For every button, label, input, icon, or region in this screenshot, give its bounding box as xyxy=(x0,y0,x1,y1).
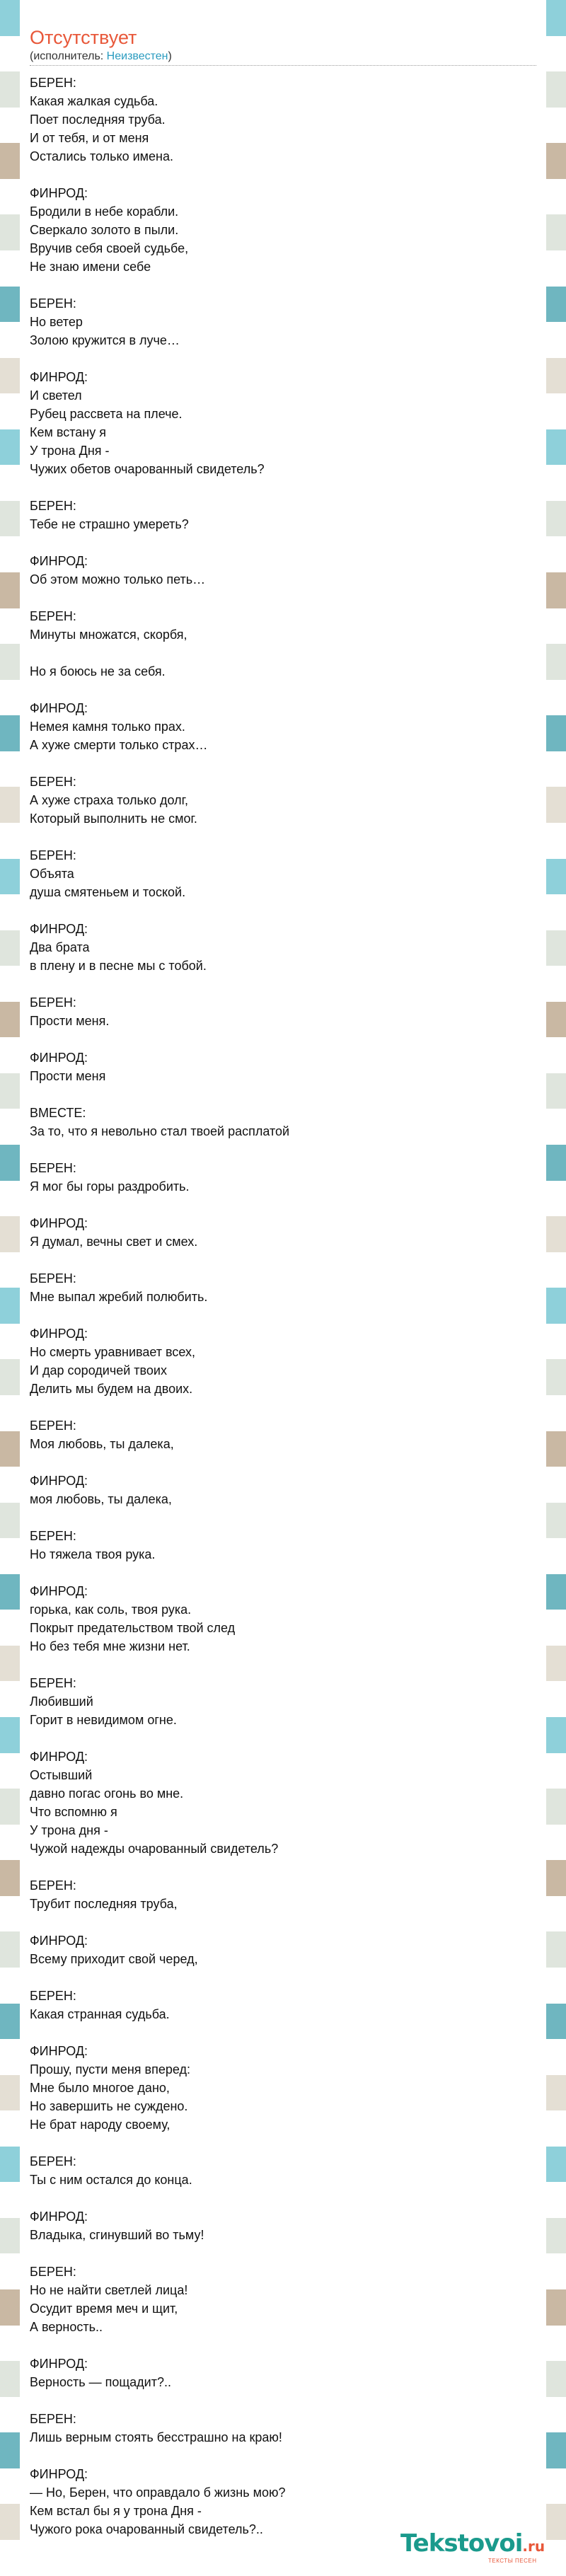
lyric-line: душа смятеньем и тоской. xyxy=(30,885,186,899)
lyric-line: ФИНРОД: xyxy=(30,554,88,568)
lyric-stanza xyxy=(30,1214,536,1251)
lyric-stanza xyxy=(30,74,536,166)
lyric-line: И дар сородичей твоих xyxy=(30,1363,167,1377)
song-subtitle xyxy=(30,50,172,64)
lyric-stanza xyxy=(30,662,536,681)
lyric-line: Мне было многое дано, xyxy=(30,2081,170,2095)
lyric-stanza xyxy=(30,294,536,350)
lyric-line: БЕРЕН: xyxy=(30,1271,76,1286)
lyric-line: Золою кружится в луче… xyxy=(30,333,180,347)
lyric-line: Горит в невидимом огне. xyxy=(30,1713,177,1727)
lyric-line: БЕРЕН: xyxy=(30,499,76,513)
lyric-line: У трона Дня - xyxy=(30,444,110,458)
lyric-stanza xyxy=(30,699,536,754)
lyric-line: И светел xyxy=(30,388,82,403)
lyric-line: в плену и в песне мы с тобой. xyxy=(30,959,207,973)
lyric-line: Вручив себя своей судьбе, xyxy=(30,241,189,255)
lyric-stanza xyxy=(30,1527,536,1564)
lyric-line: ФИНРОД: xyxy=(30,1051,88,1065)
lyric-stanza xyxy=(30,1324,536,1398)
artist-prefix: (исполнитель: xyxy=(30,50,107,62)
lyric-line: Остались только имена. xyxy=(30,149,174,163)
lyric-line: — Но, Берен, что оправдало б жизнь мою? xyxy=(30,2485,286,2500)
lyric-line: ФИНРОД: xyxy=(30,2210,88,2224)
lyric-stanza xyxy=(30,1748,536,1858)
lyric-line: ВМЕСТЕ: xyxy=(30,1106,86,1120)
lyric-line: Объята xyxy=(30,867,74,881)
lyric-line: ФИНРОД: xyxy=(30,1934,88,1948)
lyric-line: ФИНРОД: xyxy=(30,2044,88,2058)
lyric-line: ФИНРОД: xyxy=(30,1584,88,1598)
song-title: Отсутствует xyxy=(30,27,137,48)
lyric-line: БЕРЕН: xyxy=(30,995,76,1010)
lyric-line: БЕРЕН: xyxy=(30,775,76,789)
lyric-line: моя любовь, ты далека, xyxy=(30,1492,172,1506)
lyric-line: И от тебя, и от меня xyxy=(30,131,149,145)
lyric-line: Не знаю имени себе xyxy=(30,260,151,274)
lyric-stanza xyxy=(30,2042,536,2134)
lyric-stanza xyxy=(30,2263,536,2336)
lyric-line: БЕРЕН: xyxy=(30,296,76,311)
lyric-line: А хуже страха только долг, xyxy=(30,793,188,807)
lyric-line: БЕРЕН: xyxy=(30,2412,76,2426)
lyric-stanza xyxy=(30,1104,536,1140)
lyric-stanza xyxy=(30,1987,536,2023)
lyric-line: Лишь верным стоять бесстрашно на краю! xyxy=(30,2430,282,2444)
lyric-stanza xyxy=(30,1931,536,1968)
lyric-line: Не брат народу своему, xyxy=(30,2118,171,2132)
lyric-stanza xyxy=(30,773,536,828)
lyric-line: БЕРЕН: xyxy=(30,1419,76,1433)
lyric-line: давно погас огонь во мне. xyxy=(30,1786,184,1801)
lyric-line: ФИНРОД: xyxy=(30,370,88,384)
lyrics-text xyxy=(30,74,536,2557)
lyric-line: Чужого рока очарованный свидетель?.. xyxy=(30,2522,263,2536)
lyric-line: Минуты множатся, скорбя, xyxy=(30,628,187,642)
lyric-line: Но не найти светлей лица! xyxy=(30,2283,188,2297)
lyric-line: Любивший xyxy=(30,1694,93,1709)
lyric-line: У трона дня - xyxy=(30,1823,108,1837)
lyric-stanza xyxy=(30,1049,536,1085)
lyric-line: Сверкало золото в пыли. xyxy=(30,223,179,237)
lyric-line: Я мог бы горы раздробить. xyxy=(30,1179,190,1194)
lyric-line: Трубит последняя труба, xyxy=(30,1897,178,1911)
lyric-stanza xyxy=(30,368,536,478)
lyric-line: Покрыт предательством твой след xyxy=(30,1621,236,1635)
logo-tagline: ТЕКСТЫ ПЕСЕН xyxy=(488,2558,537,2564)
artist-link[interactable]: Неизвестен xyxy=(106,50,168,62)
logo-domain: .ru xyxy=(522,2538,545,2555)
lyric-line: БЕРЕН: xyxy=(30,848,76,862)
lyric-line: Остывший xyxy=(30,1768,93,1782)
lyric-line: Кем встал бы я у трона Дня - xyxy=(30,2504,202,2518)
lyric-stanza xyxy=(30,2207,536,2244)
lyric-line: Ты с ним остался до конца. xyxy=(30,2173,192,2187)
lyric-line: А хуже смерти только страх… xyxy=(30,738,208,752)
lyric-line: БЕРЕН: xyxy=(30,2154,76,2168)
lyric-line: Моя любовь, ты далека, xyxy=(30,1437,174,1451)
lyric-stanza xyxy=(30,993,536,1030)
lyric-line: Что вспомню я xyxy=(30,1805,117,1819)
lyric-line: За то, что я невольно стал твоей расплатой xyxy=(30,1124,290,1138)
lyric-line: Прости меня. xyxy=(30,1014,110,1028)
lyric-line: Но завершить не суждено. xyxy=(30,2099,188,2113)
lyric-line: Немея камня только прах. xyxy=(30,720,185,734)
lyric-line: Мне выпал жребий полюбить. xyxy=(30,1290,208,1304)
lyric-line: Чужих обетов очарованный свидетель? xyxy=(30,462,265,476)
lyric-stanza xyxy=(30,2465,536,2539)
lyric-line: Рубец рассвета на плече. xyxy=(30,407,183,421)
lyric-line: ФИНРОД: xyxy=(30,701,88,715)
lyric-line: горька, как соль, твоя рука. xyxy=(30,1602,192,1617)
lyric-line: БЕРЕН: xyxy=(30,76,76,90)
lyric-line: Но смерть уравнивает всех, xyxy=(30,1345,196,1359)
lyric-line: Но без тебя мне жизни нет. xyxy=(30,1639,190,1653)
lyric-line: Всему приходит свой черед, xyxy=(30,1952,198,1966)
lyric-line: ФИНРОД: xyxy=(30,1750,88,1764)
lyric-line: БЕРЕН: xyxy=(30,1878,76,1893)
lyric-line: ФИНРОД: xyxy=(30,186,88,200)
lyric-line: БЕРЕН: xyxy=(30,2265,76,2279)
lyric-line: БЕРЕН: xyxy=(30,1529,76,1543)
lyric-line: ФИНРОД: xyxy=(30,2357,88,2371)
lyric-stanza xyxy=(30,1159,536,1196)
lyric-line: Какая странная судьба. xyxy=(30,2007,170,2021)
lyric-stanza xyxy=(30,846,536,901)
lyric-stanza xyxy=(30,1269,536,1306)
lyric-stanza xyxy=(30,1416,536,1453)
lyric-line: БЕРЕН: xyxy=(30,609,76,623)
lyric-line: Тебе не страшно умереть? xyxy=(30,517,189,531)
lyric-line: Осудит время меч и щит, xyxy=(30,2301,178,2316)
lyric-line: Но ветер xyxy=(30,315,83,329)
lyric-stanza xyxy=(30,2410,536,2447)
lyric-line: ФИНРОД: xyxy=(30,1474,88,1488)
lyrics-page xyxy=(20,0,546,2575)
lyric-line: Владыка, сгинувший во тьму! xyxy=(30,2228,204,2242)
lyric-stanza xyxy=(30,1472,536,1508)
lyric-stanza xyxy=(30,2152,536,2189)
lyric-line: Прости меня xyxy=(30,1069,106,1083)
lyric-line: Прошу, пусти меня вперед: xyxy=(30,2062,190,2077)
lyric-line: Я думал, вечны свет и смех. xyxy=(30,1235,198,1249)
lyric-line: БЕРЕН: xyxy=(30,1989,76,2003)
lyric-line: ФИНРОД: xyxy=(30,922,88,936)
lyric-stanza xyxy=(30,1876,536,1913)
site-logo[interactable] xyxy=(400,2529,545,2564)
lyric-stanza xyxy=(30,1674,536,1729)
lyric-line: ФИНРОД: xyxy=(30,1216,88,1230)
lyric-line: Который выполнить не смог. xyxy=(30,812,197,826)
lyric-stanza xyxy=(30,2355,536,2391)
lyric-line: Чужой надежды очарованный свидетель? xyxy=(30,1842,279,1856)
lyric-line: Какая жалкая судьба. xyxy=(30,94,158,108)
lyric-line: Два брата xyxy=(30,940,90,954)
lyric-stanza xyxy=(30,184,536,276)
lyric-stanza xyxy=(30,497,536,533)
lyric-line: Но я боюсь не за себя. xyxy=(30,664,166,678)
lyric-line: А верность.. xyxy=(30,2320,103,2334)
title-divider xyxy=(30,65,536,66)
lyric-line: Но тяжела твоя рука. xyxy=(30,1547,156,1561)
lyric-stanza xyxy=(30,1582,536,1656)
lyric-line: Кем встану я xyxy=(30,425,106,439)
lyric-line: Об этом можно только петь… xyxy=(30,572,206,587)
lyric-line: Поет последняя труба. xyxy=(30,112,166,127)
lyric-line: БЕРЕН: xyxy=(30,1161,76,1175)
lyric-line: ФИНРОД: xyxy=(30,1327,88,1341)
lyric-stanza xyxy=(30,607,536,644)
lyric-stanza xyxy=(30,920,536,975)
logo-wordmark: Tekstovoi xyxy=(400,2529,523,2558)
artist-suffix: ) xyxy=(168,50,172,62)
lyric-line: ФИНРОД: xyxy=(30,2467,88,2481)
lyric-line: Делить мы будем на двоих. xyxy=(30,1382,193,1396)
lyric-line: Верность — пощадит?.. xyxy=(30,2375,171,2389)
lyric-line: БЕРЕН: xyxy=(30,1676,76,1690)
lyric-stanza xyxy=(30,552,536,589)
lyric-line: Бродили в небе корабли. xyxy=(30,204,179,219)
